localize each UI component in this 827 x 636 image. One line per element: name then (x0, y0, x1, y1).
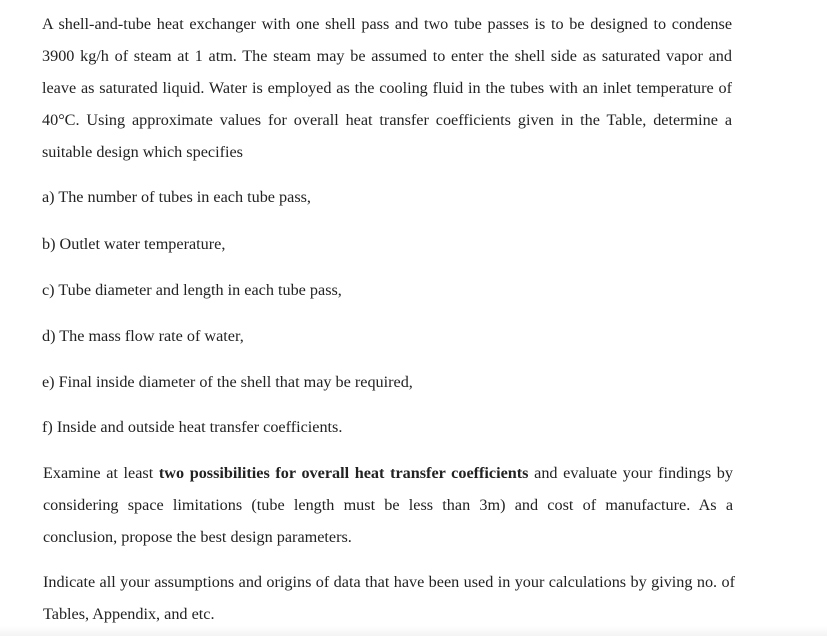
list-item-b: b) Outlet water temperature, (42, 235, 226, 253)
examine-prefix: Examine at least (43, 464, 159, 482)
indicate-paragraph: Indicate all your assumptions and origins of data that have been used in your calculations by giving no. of Tables, Appendix, and etc. (43, 573, 735, 623)
page-bottom-edge (0, 626, 827, 636)
examine-suffix: and evaluate your findings by considering space limitations (tube length must be less than 3m) and cost of manufacture. As a conclusion, propose the best design parameters. (43, 464, 733, 546)
examine-paragraph (43, 457, 733, 553)
list-item-f: f) Inside and outside heat transfer coefficients. (42, 418, 343, 436)
examine-emphasis: two possibilities for overall heat transfer coefficients (158, 464, 529, 482)
list-item-d: d) The mass flow rate of water, (42, 327, 244, 345)
problem-statement: A shell-and-tube heat exchanger with one shell pass and two tube passes is to be designed to condense 3900 kg/h of steam at 1 atm. The steam may be assumed to enter the shell side as saturated vapor and leave as saturated liquid. Water is employed as the cooling fluid in the tubes with an inlet temperature of 40°C. Using approximate values for overall heat transfer coefficients given in the Table, determine a suitable design which specifies (42, 15, 732, 161)
list-item-c: c) Tube diameter and length in each tube pass, (42, 281, 342, 299)
list-item-a: a) The number of tubes in each tube pass, (42, 188, 311, 206)
list-item-e: e) Final inside diameter of the shell that may be required, (42, 373, 413, 391)
